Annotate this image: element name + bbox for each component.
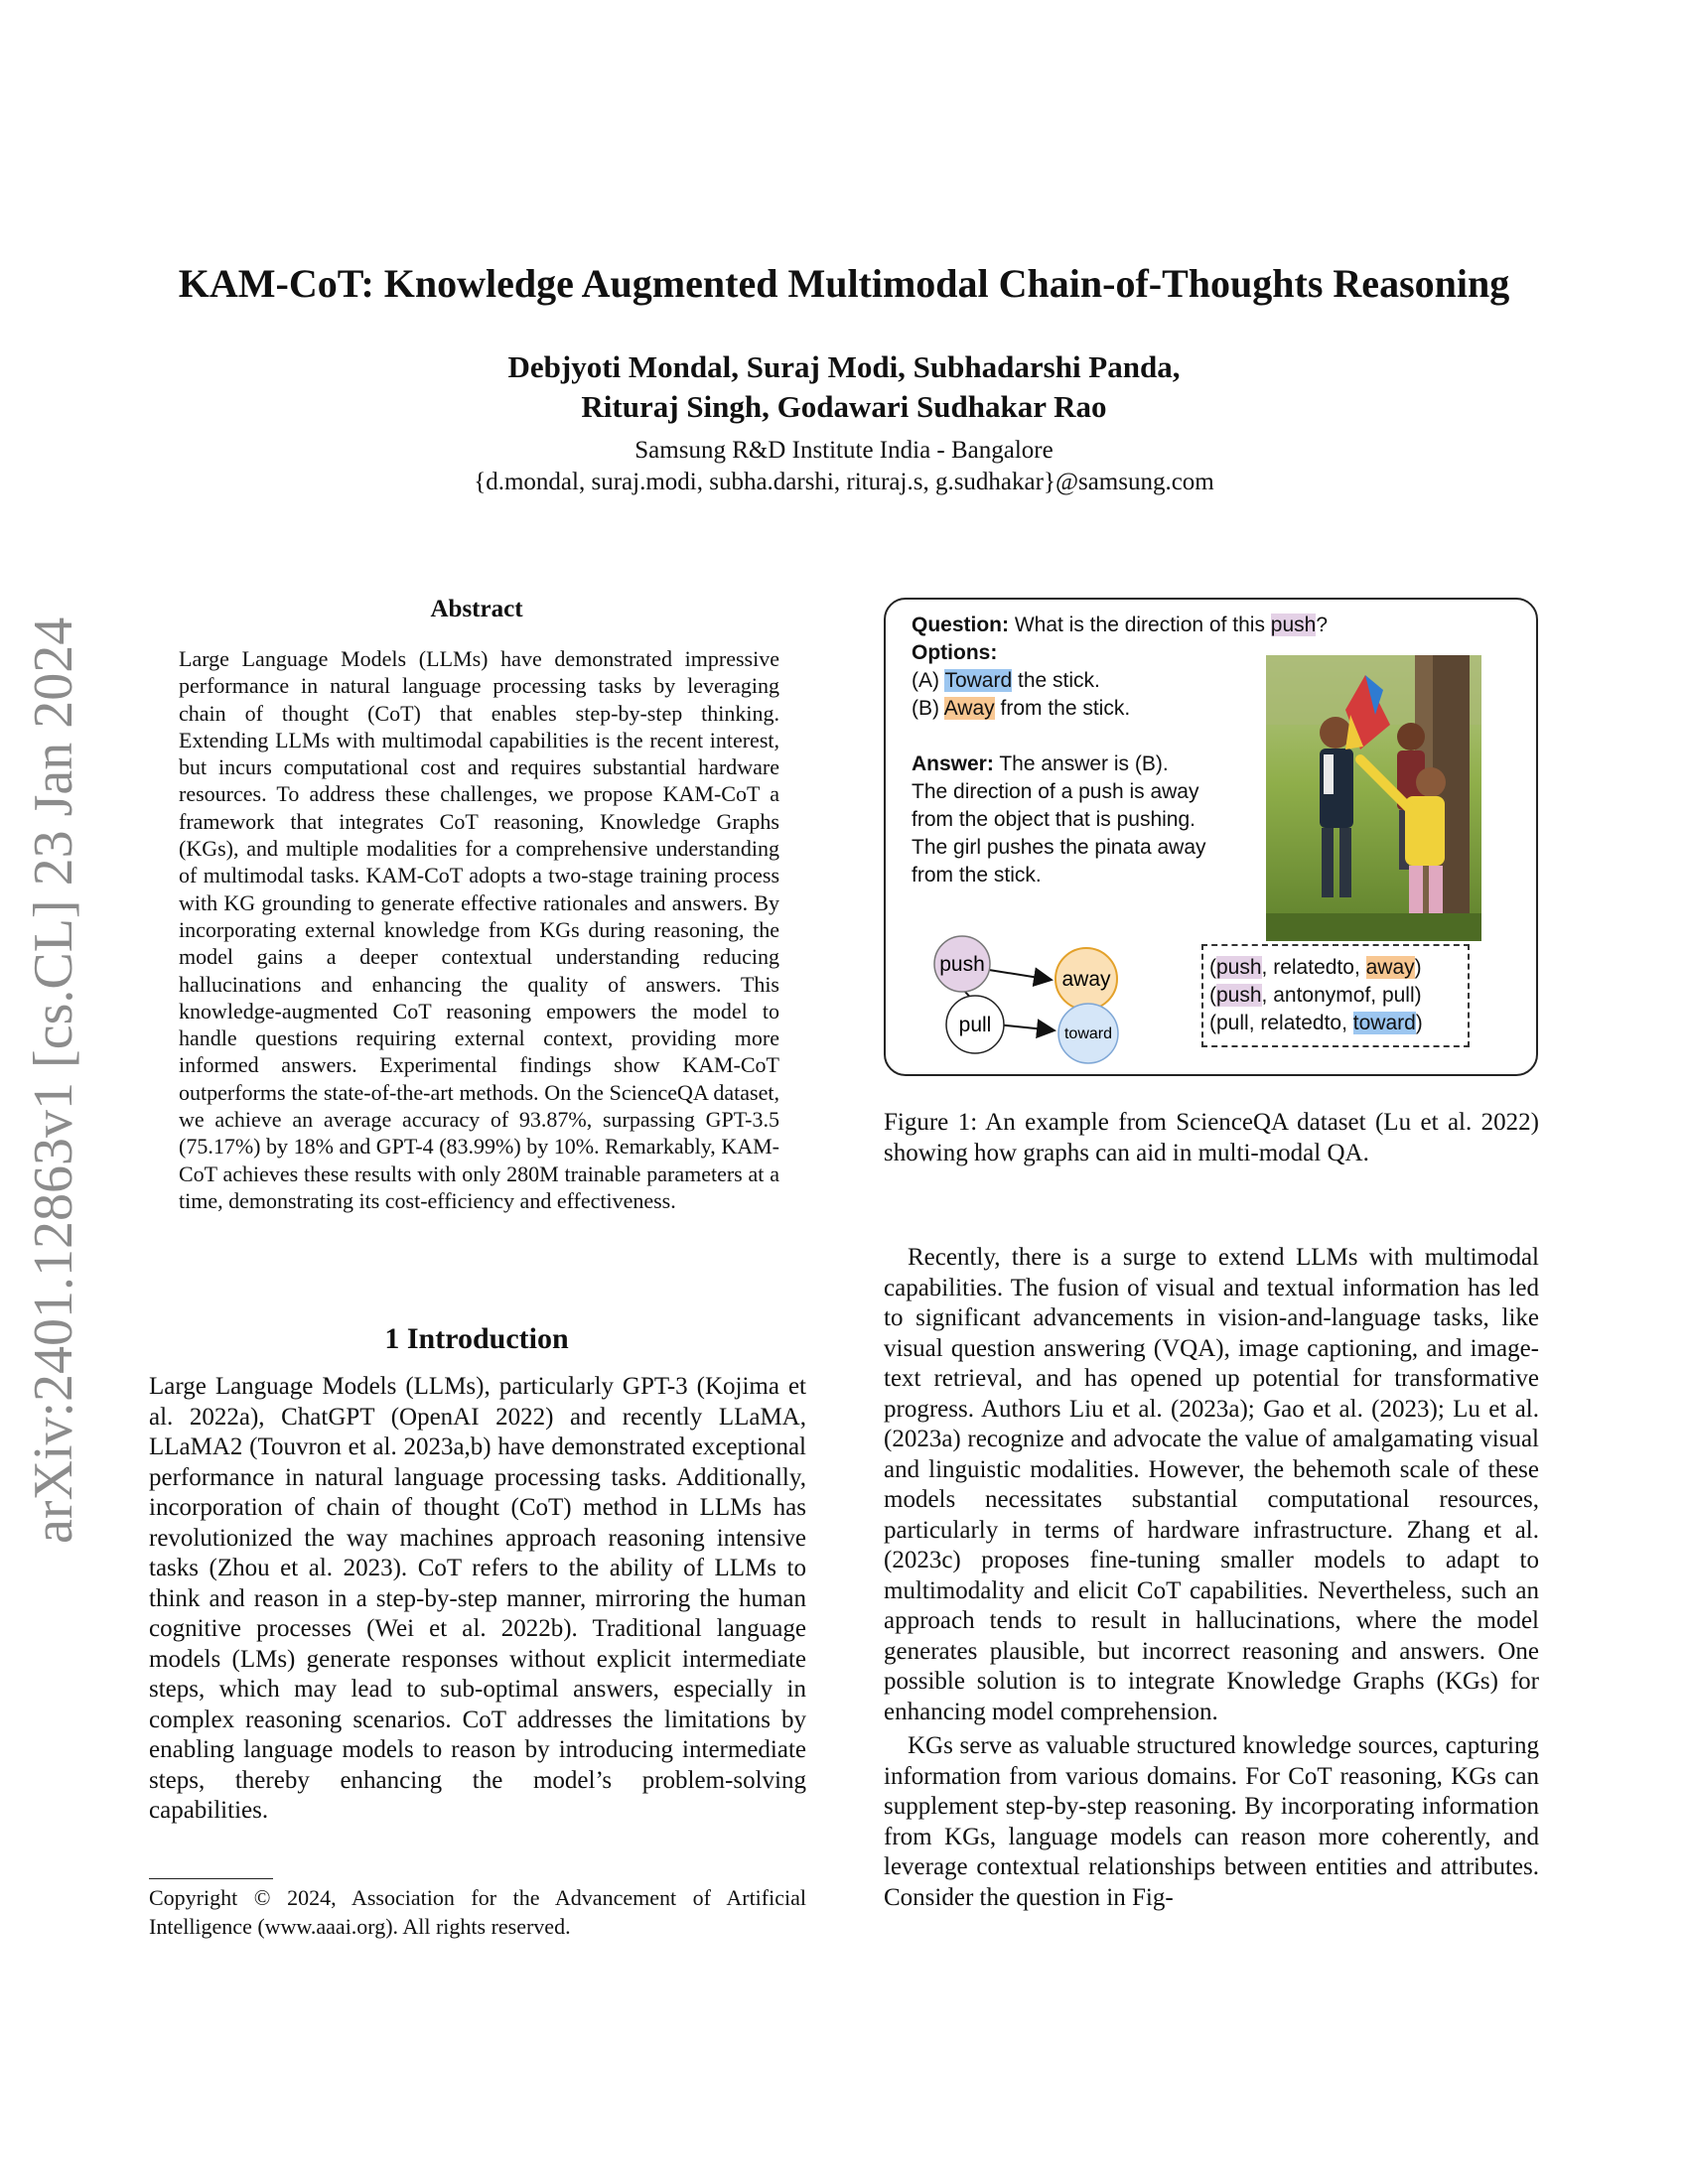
option-a <box>912 667 1100 695</box>
triple-tail-away: away <box>1365 956 1415 979</box>
answer-label: Answer: <box>912 752 994 775</box>
node-push-label: push <box>939 953 985 976</box>
paper-title: KAM-CoT: Knowledge Augmented Multimodal Chain-of-Thoughts Reasoning <box>178 261 1510 306</box>
kg-triples-box <box>1201 944 1470 1047</box>
option-b-rest: from the stick. <box>994 697 1131 720</box>
question-label: Question: <box>912 614 1009 636</box>
node-away-label: away <box>1061 968 1111 991</box>
triple-relation: , relatedto, <box>1248 1012 1353 1034</box>
question-text: What is the direction of this <box>1009 614 1271 636</box>
section-heading-introduction: 1 Introduction <box>384 1322 569 1355</box>
scene-photo-illustration <box>1266 655 1481 941</box>
triple-close: ) <box>1414 984 1422 1007</box>
body-paragraph: KGs serve as valuable structured knowledge sources, capturing information from various domains. For CoT reasoning, KGs can supplement step-by-step reasoning. By incorporating information from KGs, language models can reason more coherently, and leverage contextual relationships between entities and attributes. Consider the question in Fig- <box>884 1732 1539 1911</box>
author-line-1: Debjyoti Mondal, Suraj Modi, Subhadarshi Panda, <box>507 349 1181 384</box>
triple-head-push: push <box>1216 956 1262 979</box>
triple-head-pull: pull <box>1216 1012 1249 1034</box>
affiliation <box>0 435 1688 498</box>
author-emails: {d.mondal, suraj.modi, subha.darshi, rituraj.s, g.sudhakar}@samsung.com <box>474 469 1214 495</box>
option-b-prefix: (B) <box>912 697 944 720</box>
footnote-rule <box>149 1878 273 1879</box>
triple-close: ) <box>1414 956 1422 979</box>
answer-block <box>912 751 1206 889</box>
abstract-heading: Abstract <box>430 596 523 622</box>
triple-head-push: push <box>1216 984 1262 1007</box>
answer-line: from the object that is pushing. <box>912 808 1196 831</box>
option-b-highlight-away: Away <box>943 697 995 720</box>
introduction-text <box>149 1372 806 1827</box>
triple-relation: , relatedto, <box>1261 956 1366 979</box>
copyright-footnote: Copyright © 2024, Association for the Advancement of Artificial Intelligence (www.aaai.org). All rights reserved. <box>149 1885 806 1939</box>
node-toward-label: toward <box>1063 1025 1113 1042</box>
triple-relation: , antonymof, pull <box>1261 984 1415 1007</box>
answer-first-line <box>912 751 1206 778</box>
triple-row: (push, relatedto, away) <box>1209 956 1422 979</box>
triple-close: ) <box>1415 1012 1423 1034</box>
arxiv-identifier: arXiv:2401.12863v1 [cs.CL] 23 Jan 2024 <box>23 616 84 1544</box>
triple-row: (pull, relatedto, toward) <box>1209 1012 1423 1034</box>
institute-name: Samsung R&D Institute India - Bangalore <box>634 437 1054 464</box>
options-label-text: Options: <box>912 641 998 664</box>
answer-line: The girl pushes the pinata away <box>912 836 1206 859</box>
answer-line: The direction of a push is away <box>912 780 1199 803</box>
option-a-prefix: (A) <box>912 669 945 692</box>
answer-first-text: The answer is (B). <box>993 752 1169 775</box>
scene-photo <box>1266 655 1481 941</box>
knowledge-graph <box>906 897 1164 1066</box>
option-b <box>912 695 1130 723</box>
question-highlight-push: push <box>1270 614 1317 636</box>
right-column-text <box>884 1243 1539 1913</box>
triple-tail-toward: toward <box>1352 1012 1416 1034</box>
figure-1-caption: Figure 1: An example from ScienceQA dataset (Lu et al. 2022) showing how graphs can aid in multi-modal QA. <box>884 1109 1539 1166</box>
introduction-paragraph: Large Language Models (LLMs), particularly GPT-3 (Kojima et al. 2022a), ChatGPT (OpenAI 2022) and recently LLaMA, LLaMA2 (Touvron et al. 2023a,b) have demonstrated exceptional performance in natural language processing tasks. Additionally, incorporation of chain of thought (CoT) method in LLMs has revolutionized the way machines approach reasoning intensive tasks (Zhou et al. 2023). CoT refers to the ability of LLMs to think and reason in a step-by-step manner, mirroring the human cognitive processes (Wei et al. 2022b). Traditional language models (LMs) generate responses without explicit intermediate steps, which may lead to sub-optimal answers, especially in complex reasoning scenarios. CoT addresses the limitations by enabling language models to reason by introducing intermediate steps, thereby enhancing the model’s problem-solving capabilities. <box>149 1373 806 1824</box>
figure-1-panel <box>884 598 1538 1076</box>
edge-push-away <box>989 970 1052 980</box>
author-list <box>0 347 1688 427</box>
figure-question-line <box>912 612 1328 639</box>
abstract-text: Large Language Models (LLMs) have demonstrated impressive performance in natural language processing tasks by leveraging chain of thought (CoT) that enables step-by-step thinking. Extending LLMs with multimodal capabilities is the recent interest, but incurs computational cost and requires substantial hardware resources. To address these challenges, we propose KAM-CoT a framework that integrates CoT reasoning, Knowledge Graphs (KGs), and multiple modalities for a comprehensive understanding of multimodal tasks. KAM-CoT adopts a two-stage training process with KG grounding to generate effective rationales and answers. By incorporating external knowledge from KGs during reasoning, the model gains a deeper contextual understanding reducing hallucinations and enhancing the quality of answers. This knowledge-augmented CoT reasoning empowers the model to handle questions requiring external context, providing more informed answers. Experimental findings show KAM-CoT outperforms the state-of-the-art methods. On the ScienceQA dataset, we achieve an average accuracy of 93.87%, surpassing GPT-3.5 (75.17%) by 18% and GPT-4 (83.99%) by 10%. Remarkably, KAM-CoT achieves these results with only 280M trainable parameters at a time, demonstrating its cost-efficiency and effectiveness. <box>179 646 779 1213</box>
author-line-2: Rituraj Singh, Godawari Sudhakar Rao <box>581 389 1107 424</box>
answer-line: from the stick. <box>912 864 1042 887</box>
edge-pull-toward <box>997 1024 1055 1030</box>
question-end: ? <box>1316 614 1329 636</box>
triple-row: (push, antonymof, pull) <box>1209 984 1422 1007</box>
node-pull-label: pull <box>958 1014 992 1036</box>
options-label <box>912 639 997 667</box>
option-a-highlight-toward: Toward <box>944 669 1013 692</box>
body-paragraph: Recently, there is a surge to extend LLMs with multimodal capabilities. The fusion of visual and textual information has led to significant advancements in vision-and-language tasks, like visual question answering (VQA), image captioning, and image-text retrieval, and has opened up potential for transformative progress. Authors Liu et al. (2023a); Gao et al. (2023); Lu et al. (2023a) recognize and advocate the value of amalgamating visual and linguistic modalities. However, the behemoth scale of these models necessitates substantial computational resources, particularly in terms of hardware infrastructure. Zhang et al. (2023c) proposes fine-tuning smaller models to adapt to multimodality and elicit CoT capabilities. Nevertheless, such an approach tends to result in hallucinations, where the model generates plausible, but incorrect reasoning and answers. One possible solution is to integrate Knowledge Graphs (KGs) for enhancing model comprehension. <box>884 1244 1539 1725</box>
option-a-rest: the stick. <box>1012 669 1100 692</box>
